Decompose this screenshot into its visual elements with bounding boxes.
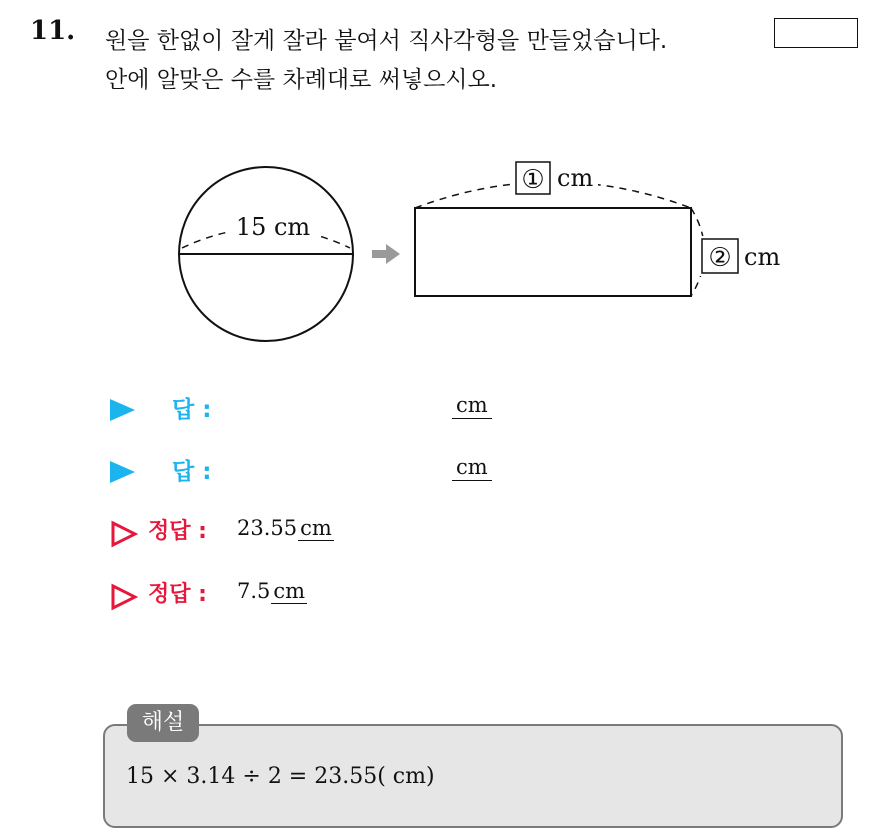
play-triangle-icon <box>110 461 135 483</box>
right-arrow-icon <box>372 244 400 264</box>
question-text-line2: 안에 알맞은 수를 차례대로 써넣으시오. <box>105 67 498 93</box>
blank2-symbol: ② <box>708 243 732 273</box>
length-unit: cm <box>557 164 594 192</box>
rectangle <box>415 208 691 296</box>
correct-answer-value <box>237 516 334 540</box>
answer-unit-blank[interactable]: cm <box>452 454 492 481</box>
correct-answer-label: 정답 : <box>148 519 207 544</box>
blank1-symbol: ① <box>521 165 545 195</box>
play-triangle-icon <box>110 399 135 421</box>
answer-blank-box <box>774 18 858 48</box>
width-unit: cm <box>744 243 781 271</box>
answer-unit-blank[interactable]: cm <box>452 392 492 419</box>
outline-triangle-icon <box>110 520 138 548</box>
correct-value-number: 23.55 <box>237 516 298 540</box>
correct-value-unit: cm <box>273 579 306 603</box>
correct-answer-value <box>237 579 307 603</box>
explanation-tab: 해설 <box>127 704 199 742</box>
correct-value-number: 7.5 <box>237 579 271 603</box>
correct-answer-label: 정답 : <box>148 582 207 607</box>
correct-value-unit: cm <box>300 516 332 540</box>
answer-label: 답 : <box>172 397 212 423</box>
answer-label: 답 : <box>172 459 212 485</box>
diameter-label: 15 cm <box>235 213 311 241</box>
question-text-line1: 원을 한없이 잘게 잘라 붙여서 직사각형을 만들었습니다. <box>105 28 668 54</box>
question-number: 11. <box>30 16 76 46</box>
outline-triangle-icon <box>110 583 138 611</box>
explanation-formula: 15 × 3.14 ÷ 2 = 23.55( cm) <box>126 764 435 789</box>
circle-to-rectangle-figure <box>170 150 800 360</box>
